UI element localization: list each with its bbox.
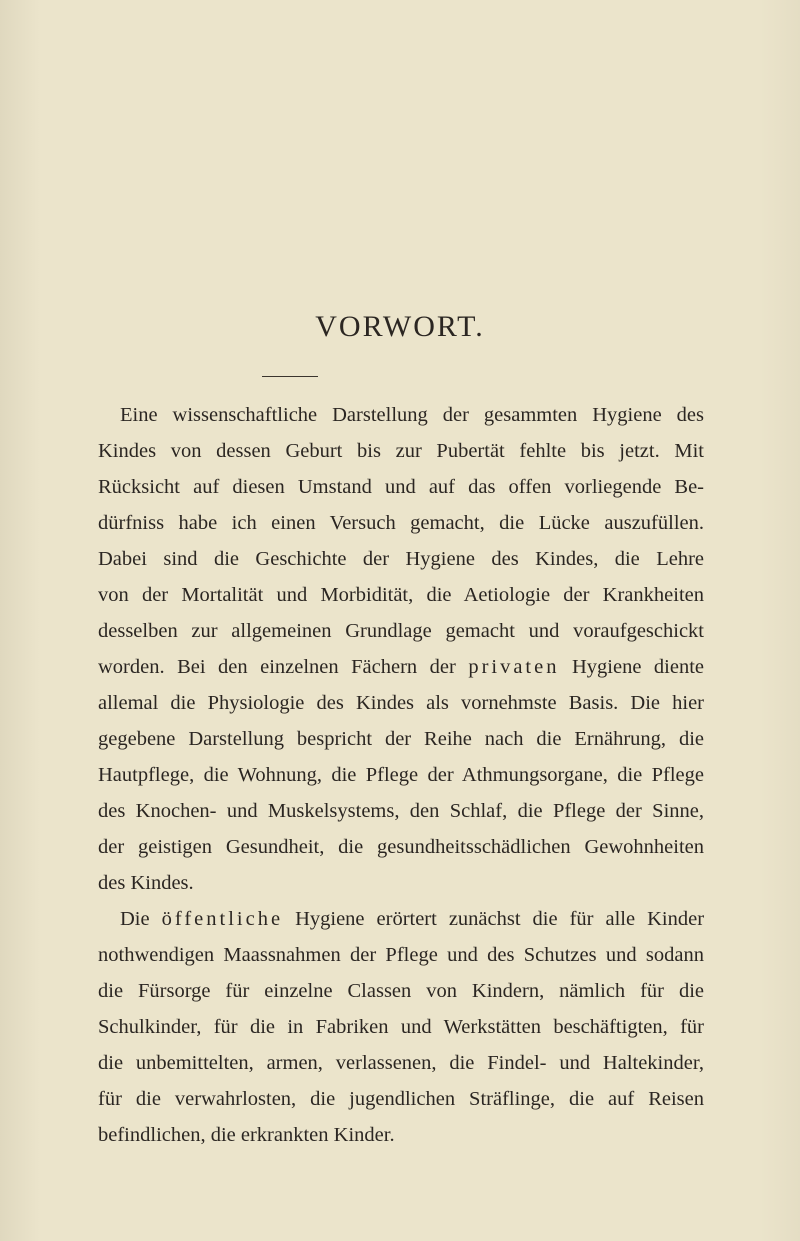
text-line: nothwendigen Maassnahmen der Pflege und des Schutzes und sodann (98, 944, 704, 966)
text-line: von der Mortalität und Morbidität, die Aetiologie der Krankheiten (98, 584, 704, 606)
text-line: desselben zur allgemeinen Grundlage gemacht und voraufgeschickt (98, 620, 704, 642)
text-line: allemal die Physiologie des Kindes als vornehmste Basis. Die hier (98, 692, 704, 714)
text-line: Hautpflege, die Wohnung, die Pflege der Athmungsorgane, die Pflege (98, 764, 704, 786)
text-line: befindlichen, die erkrankten Kinder. (98, 1124, 395, 1146)
page-title: VORWORT. (315, 310, 485, 343)
text-segment: Die (120, 908, 150, 930)
emphasized-word: öffentliche (161, 908, 284, 930)
text-line: des Kindes. (98, 872, 194, 894)
title-divider (262, 376, 318, 377)
text-segment: Hygiene diente (571, 656, 704, 678)
text-line (98, 901, 704, 937)
text-line: Rücksicht auf diesen Umstand und auf das offen vorliegende Be- (98, 476, 704, 498)
text-line: dürfniss habe ich einen Versuch gemacht, die Lücke auszufüllen. (98, 512, 704, 534)
text-line: der geistigen Gesundheit, die gesundheitsschädlichen Gewohnheiten (98, 836, 704, 858)
text-line: Dabei sind die Geschichte der Hygiene des Kindes, die Lehre (98, 548, 704, 570)
preface-text (98, 397, 704, 1153)
text-line: des Knochen- und Muskelsystems, den Schlaf, die Pflege der Sinne, (98, 800, 704, 822)
text-line: Eine wissenschaftliche Darstellung der gesammten Hygiene des (120, 404, 704, 426)
text-line: die unbemittelten, armen, verlassenen, die Findel- und Haltekinder, (98, 1052, 704, 1074)
text-line: Kindes von dessen Geburt bis zur Pubertät fehlte bis jetzt. Mit (98, 440, 704, 462)
text-line: die Fürsorge für einzelne Classen von Kindern, nämlich für die (98, 980, 704, 1002)
text-segment: worden. Bei den einzelnen Fächern der (98, 656, 456, 678)
text-segment: Hygiene erörtert zunächst die für alle Kinder (295, 908, 705, 930)
text-line: gegebene Darstellung bespricht der Reihe nach die Ernährung, die (98, 728, 704, 750)
text-line: für die verwahrlosten, die jugendlichen Sträflinge, die auf Reisen (98, 1088, 704, 1110)
text-line (98, 649, 704, 685)
text-line: Schulkinder, für die in Fabriken und Werkstätten beschäftigten, für (98, 1016, 704, 1038)
emphasized-word: privaten (468, 656, 560, 678)
